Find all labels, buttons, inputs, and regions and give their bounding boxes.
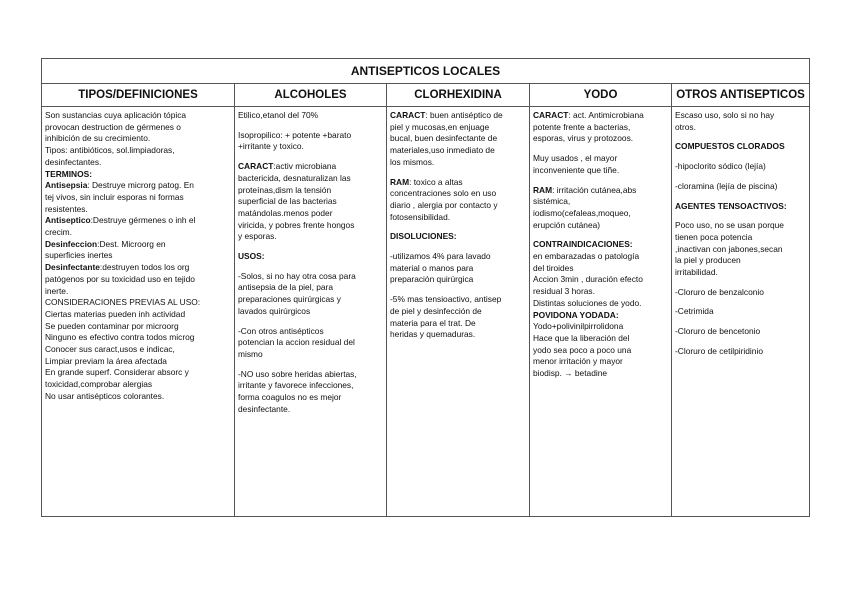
- text-line: Se pueden contaminar por microorg: [45, 320, 179, 331]
- section-heading: TERMINOS:: [45, 168, 92, 179]
- ram-line: RAM: toxico a altas: [390, 176, 463, 187]
- text-line: preparaciones quirúrgicas y: [238, 294, 341, 305]
- text-line: ,inactivan con jabones,secan: [675, 243, 783, 254]
- section-heading: AGENTES TENSOACTIVOS:: [675, 200, 787, 211]
- caract-line: CARACT: buen antiséptico de: [390, 110, 503, 120]
- cell-otros: [672, 107, 810, 517]
- text-line: desinfectantes.: [45, 156, 102, 167]
- header-clorhexidina: CLORHEXIDINA: [387, 84, 530, 107]
- text-line: materiales,uso inmediato de: [390, 145, 495, 156]
- text-line: tienen poca potencia: [675, 231, 753, 242]
- text-line: -Cloruro de cetilpiridinio: [675, 345, 763, 356]
- text-line: preparación quirúrgica: [390, 274, 474, 285]
- text-line: -Cloruro de bencetonio: [675, 326, 761, 337]
- text-line: resistentes.: [45, 203, 88, 214]
- text-line: -Cloruro de benzalconio: [675, 286, 764, 297]
- text-line: lavados quirúrgicos: [238, 305, 311, 316]
- text-line: la piel y producen: [675, 255, 741, 266]
- text-line: otros.: [675, 121, 696, 132]
- text-line: Ninguno es efectivo contra todos microg: [45, 332, 195, 343]
- text-line: superficial de las bacterias: [238, 196, 337, 207]
- text-line: Poco uso, no se usan porque: [675, 220, 784, 231]
- text-line: antisepsia de la piel, para: [238, 282, 333, 293]
- cell-alcoholes: [235, 107, 387, 517]
- text-line: No usar antisépticos colorantes.: [45, 390, 165, 401]
- text-line: los mismos.: [390, 156, 435, 167]
- text-line: diario , alergia por contacto y: [390, 199, 498, 210]
- section-heading: POVIDONA YODADA:: [533, 309, 619, 320]
- text-line: proteínas,dism la tensión: [238, 184, 332, 195]
- text-line: inconveniente que tiñe.: [533, 164, 620, 175]
- text-line: +irritante y toxico.: [238, 141, 304, 152]
- text-line: -cloramina (lejía de piscina): [675, 180, 778, 191]
- text-line: crecim.: [45, 227, 72, 238]
- header-yodo: YODO: [530, 84, 672, 107]
- text-line: Isopropilico: + potente +barato: [238, 129, 352, 140]
- text-line: materia para el trat. De: [390, 317, 476, 328]
- text-line: Etilico,etanol del 70%: [238, 110, 319, 120]
- text-line: -hipoclorito sódico (lejía): [675, 161, 766, 172]
- cell-tipos: [42, 107, 235, 517]
- text-line: mismo: [238, 348, 263, 359]
- text-line: Escaso uso, solo si no hay: [675, 110, 775, 120]
- text-line: CONSIDERACIONES PREVIAS AL USO:: [45, 297, 201, 308]
- text-line: Hace que la liberación del: [533, 332, 630, 343]
- text-line: sistémica,: [533, 196, 571, 207]
- text-line: inerte.: [45, 285, 69, 296]
- text-line: Yodo+polivinilpirrolidona: [533, 321, 624, 332]
- caract-line: CARACT: act. Antimicrobiana: [533, 110, 644, 120]
- text-line: Ciertas materias pueden inh actividad: [45, 308, 186, 319]
- text-line: bucal, buen desinfectante de: [390, 133, 498, 144]
- text-line: Muy usados , el mayor: [533, 153, 618, 164]
- text-line: Conocer sus caract,usos e indicac,: [45, 344, 175, 355]
- text-line: tej vivos, sin incluir esporas ni formas: [45, 191, 184, 202]
- section-heading: CONTRAINDICACIONES:: [533, 239, 633, 250]
- text-line: piel y mucosas,en enjuage: [390, 121, 490, 132]
- text-line: heridas y quemaduras.: [390, 329, 476, 340]
- text-line: inhibición de su crecimiento.: [45, 133, 151, 144]
- cell-clorhexidina: [387, 107, 530, 517]
- text-line: residual 3 horas.: [533, 286, 595, 297]
- text-line: iodismo(cefaleas,moqueo,: [533, 207, 631, 218]
- text-line: Accion 3min , duración efecto: [533, 274, 643, 285]
- text-line: material o manos para: [390, 262, 474, 273]
- text-line: Distintas soluciones de yodo.: [533, 297, 642, 308]
- text-line: Limpiar previam la área afectada: [45, 355, 167, 366]
- text-line: -Solos, si no hay otra cosa para: [238, 270, 356, 281]
- section-heading: USOS:: [238, 251, 265, 262]
- text-line: irritante y favorece infecciones,: [238, 380, 354, 391]
- header-otros: OTROS ANTISEPTICOS: [672, 84, 810, 107]
- text-line: del tiroides: [533, 262, 574, 273]
- table-title: ANTISEPTICOS LOCALES: [42, 59, 810, 84]
- text-line: menor irritación y mayor: [533, 356, 623, 367]
- section-heading: DISOLUCIONES:: [390, 231, 457, 242]
- text-line: -Con otros antisépticos: [238, 325, 324, 336]
- text-line: -NO uso sobre heridas abiertas,: [238, 368, 357, 379]
- header-alcoholes: ALCOHOLES: [235, 84, 387, 107]
- text-line: fotosensibilidad.: [390, 211, 451, 222]
- term-antisepsia: Antisepsia: Destruye microrg patog. En: [45, 180, 194, 191]
- text-line: y esporas.: [238, 231, 277, 242]
- text-line: biodisp. → betadine: [533, 368, 608, 379]
- text-line: -5% mas tensioactivo, antisep: [390, 294, 502, 305]
- text-line: desinfectante.: [238, 403, 291, 414]
- ram-line: RAM: irritación cutánea,abs: [533, 184, 637, 195]
- text-line: potencian la accion residual del: [238, 337, 355, 348]
- text-line: En grande superf. Considerar absorc y: [45, 367, 189, 378]
- term-desinfeccion: Desinfeccion:Dest. Microorg en: [45, 238, 166, 249]
- cell-yodo: [530, 107, 672, 517]
- header-tipos: TIPOS/DEFINICIONES: [42, 84, 235, 107]
- text-line: concentraciones solo en uso: [390, 188, 497, 199]
- text-line: matándolas.menos poder: [238, 207, 333, 218]
- text-line: de piel y desinfección de: [390, 305, 482, 316]
- antisepticos-table: [41, 58, 810, 517]
- text-line: -Cetrimida: [675, 306, 714, 317]
- text-line: bactericida, desnaturalizan las: [238, 172, 351, 183]
- text-line: viricida, y pobres frente hongos: [238, 219, 355, 230]
- text-line: provocan destruction de gérmenes o: [45, 121, 181, 132]
- caract-line: CARACT:activ microbiana: [238, 161, 337, 172]
- text-line: Son sustancias cuya aplicación tópica: [45, 110, 187, 120]
- text-line: forma coagulos no es mejor: [238, 392, 342, 403]
- text-line: en embarazadas o patología: [533, 251, 640, 262]
- text-line: -utilizamos 4% para lavado: [390, 251, 491, 262]
- text-line: potente frente a bacterias,: [533, 121, 631, 132]
- text-line: toxicidad,comprobar alergias: [45, 379, 153, 390]
- text-line: erupción cutánea): [533, 219, 601, 230]
- text-line: yodo sea poco a poco una: [533, 344, 632, 355]
- term-antiseptico: Antiseptico:Destruye gérmenes o inh el: [45, 215, 196, 226]
- text-line: irritabilidad.: [675, 267, 718, 278]
- text-line: Tipos: antibióticos, sol.limpiadoras,: [45, 145, 175, 156]
- term-desinfectante: Desinfectante:destruyen todos los org: [45, 262, 190, 273]
- text-line: patógenos por su toxicidad uso en tejido: [45, 273, 195, 284]
- section-heading: COMPUESTOS CLORADOS: [675, 141, 785, 152]
- text-line: superficies inertes: [45, 250, 113, 261]
- text-line: esporas, virus y protozoos.: [533, 133, 634, 144]
